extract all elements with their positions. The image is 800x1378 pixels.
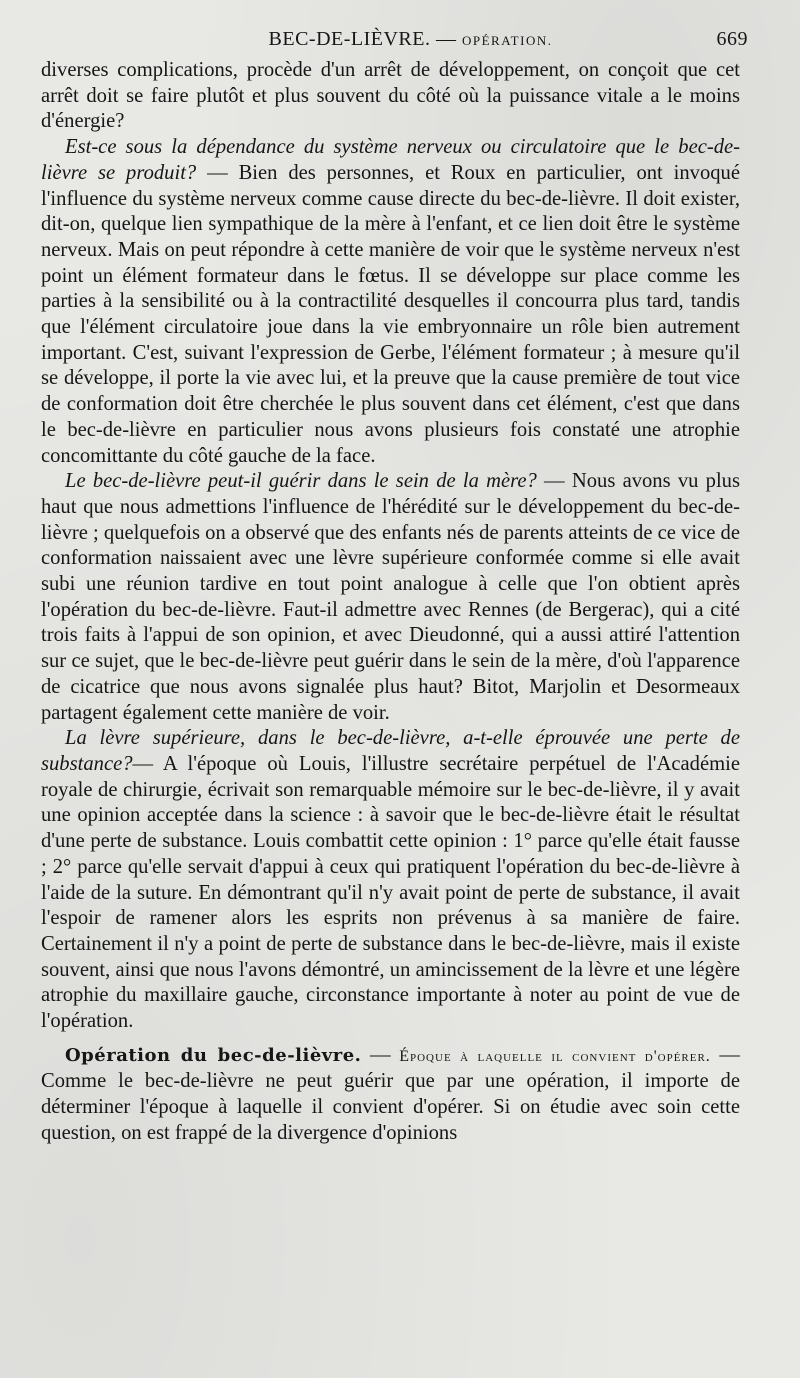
section-heading: Opération du bec-de-lièvre. — [65, 1044, 362, 1066]
page-number: 669 — [716, 28, 748, 50]
paragraph-3-body: — Nous avons vu plus haut que nous admettions l'influence de l'hérédité sur le développement du bec-de-lièvre ; quelquefois on a observé que des enfants nés de parents atteints de ce vice de conformation naissaient avec une lèvre supérieure conformée comme si elle avait subi une réunion tardive en tout point analogue à celle que l'on obtient après l'opération du bec-de-lièvre. Faut-il admettre avec Rennes (de Bergerac), qui a cité trois faits à l'appui de son opinion, et avec Dieudonné, qui a aussi attiré l'attention sur ce sujet, que le bec-de-lièvre peut guérir dans le sein de la mère, d'où l'apparence de cicatrice que nous avons signalée plus haut? Bitot, Marjolin et Desormeaux partagent également cette manière de voir. — [41, 470, 740, 724]
body-text — [41, 58, 740, 1147]
paragraph-4-question: La lèvre supérieure, dans le bec-de-lièvre, a-t-elle éprouvée une perte de substance? — [41, 727, 740, 775]
section-subheading: Époque à laquelle il convient d'opérer. — [399, 1047, 711, 1065]
paragraph-2-question: Est-ce sous la dépendance du système nerveux ou circulatoire que le bec-de-lièvre se produit? — [41, 136, 740, 184]
paragraph-4-body: — A l'époque où Louis, l'illustre secrétaire perpétuel de l'Académie royale de chirurgie, écrivait son remarquable mémoire sur le bec-de-lièvre, il y avait une opinion acceptée dans la science : à savoir que le bec-de-lièvre était le résultat d'une perte de substance. Louis combattit cette opinion : 1° parce qu'elle était fausse ; 2° parce qu'elle servait d'appui à ceux qui pratiquent l'opération du bec-de-lièvre à l'aide de la suture. En démontrant qu'il n'y avait point de perte de substance, il avait l'espoir de ramener alors les esprits non prévenus à sa manière de faire. Certainement il n'y a point de perte de substance dans le bec-de-lièvre, mais il existe souvent, ainsi que nous l'avons démontré, un amincissement de la lèvre et une légère atrophie du maxillaire gauche, circonstance importante à noter au point de vue de l'opération. — [41, 752, 740, 1033]
paragraph-4 — [41, 726, 740, 1034]
running-header — [41, 28, 748, 58]
paragraph-3 — [41, 469, 740, 726]
paragraph-2 — [41, 135, 740, 469]
paragraph-1: diverses complications, procède d'un arrêt de développement, on conçoit que cet arrêt doit se faire plutôt et plus souvent du côté où la puissance vitale a le moins d'énergie? — [41, 59, 740, 133]
header-subtitle: OPÉRATION. — [462, 33, 553, 48]
paragraph-2-body: — Bien des personnes, et Roux en particulier, ont invoqué l'influence du système nerveux comme cause directe du bec-de-lièvre. Il doit exister, dit-on, quelque lien sympathique de la mère à l'enfant, et ce lien doit être le système nerveux. Mais on peut répondre à cette manière de voir que le système nerveux n'est point un élément formateur dans le fœtus. Il se développe sur place comme les parties à la sensibilité ou à la contractilité desquelles il concourra plus tard, tandis que l'élément circulatoire joue dans la vie embryonnaire un rôle bien autrement important. C'est, suivant l'expression de Gerbe, l'élément formateur ; à mesure qu'il se développe, il porte la vie avec lui, et la preuve que la cause première de tout vice de conformation doit être cherchée le plus souvent dans cet élément, c'est que dans le bec-de-lièvre en particulier nous avons plusieurs fois constaté une atrophie concomittante du côté gauche de la face. — [41, 161, 740, 467]
header-dash: — — [436, 28, 457, 50]
paragraph-5 — [41, 1043, 740, 1147]
paragraph-5-body: — Comme le bec-de-lièvre ne peut guérir que par une opération, il importe de déterminer l'époque à laquelle il convient d'opérer. Si on étudie avec soin cette question, on est frappé de la divergence d'opinions — [41, 1043, 740, 1144]
paragraph-3-question: Le bec-de-lièvre peut-il guérir dans le sein de la mère? — [65, 470, 537, 493]
section-dash: — — [361, 1043, 400, 1066]
header-title: BEC-DE-LIÈVRE. — [268, 28, 431, 50]
